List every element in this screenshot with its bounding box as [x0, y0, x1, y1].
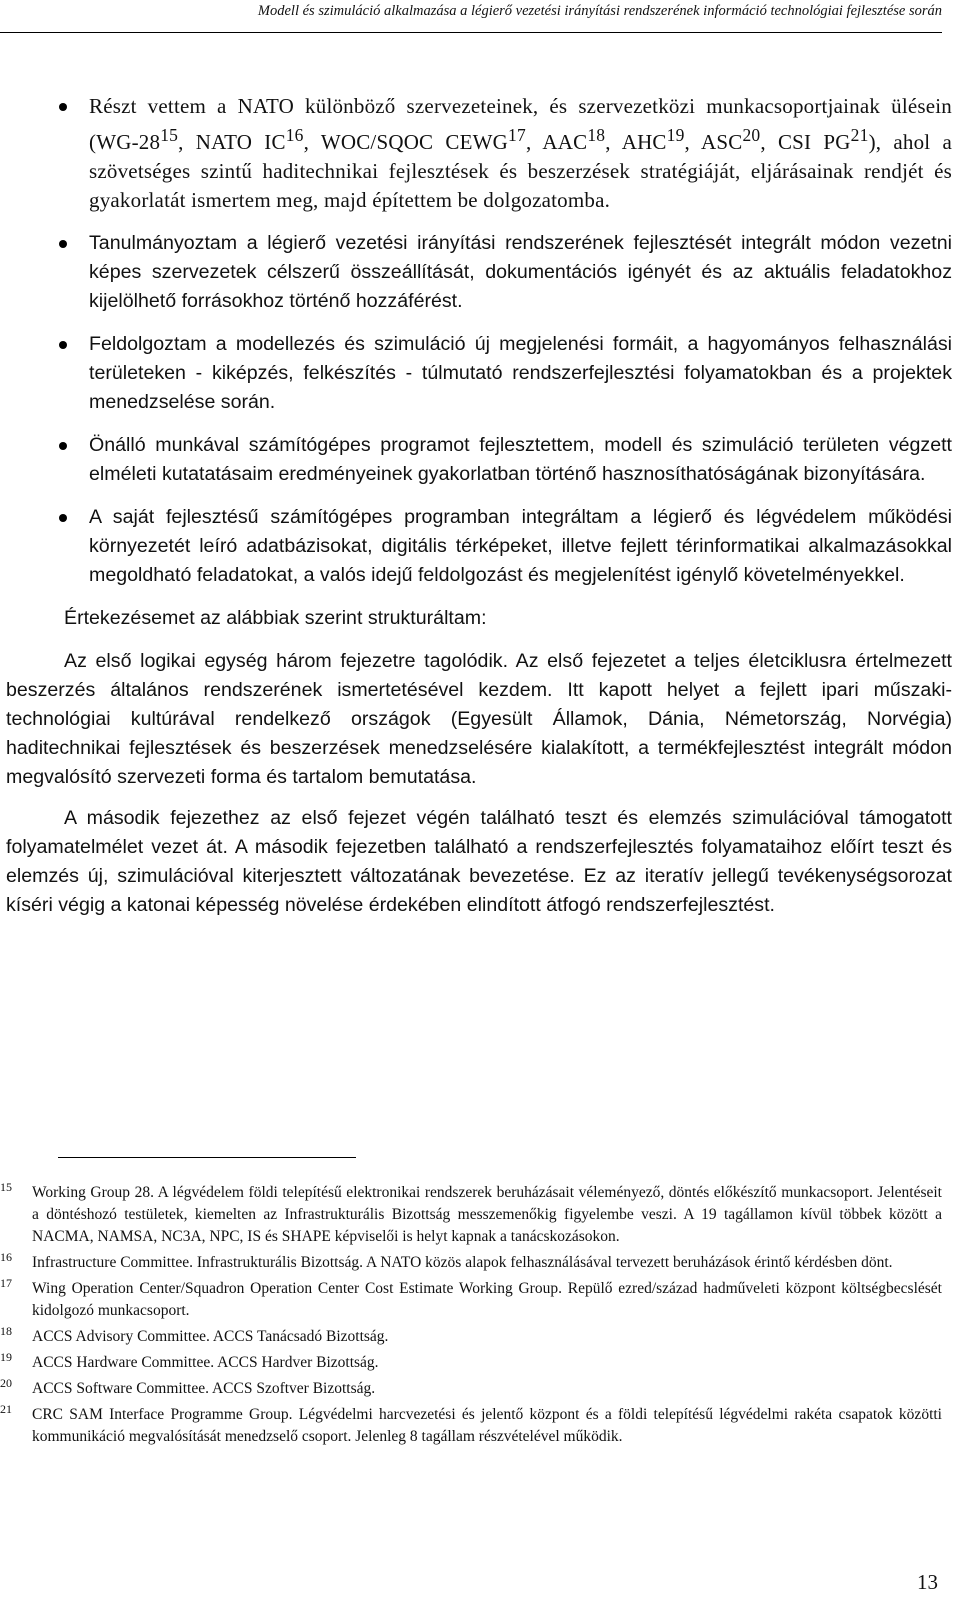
bullet-text: , NATO IC — [178, 130, 286, 154]
footnote-number: 19 — [0, 1350, 12, 1364]
footnote-ref[interactable]: 21 — [850, 125, 869, 145]
list-item — [6, 229, 952, 316]
bullet-icon — [59, 514, 67, 522]
footnote — [0, 1252, 942, 1274]
list-item — [6, 330, 952, 417]
bullet-icon — [59, 240, 67, 248]
bullet-text: A saját fejlesztésű számítógépes programban integráltam a légierő és légvédelem működési környezetét leíró adatbázisokat, digitális térképeket, illetve fejlett térinformatikai alkalmazásokkal megoldható feladatokat, a valós idejű feldolgozást és megjelenítést igénylő követelményekkel. — [89, 506, 952, 586]
page-number: 13 — [917, 1570, 938, 1594]
footnote — [0, 1182, 942, 1248]
running-title: Modell és szimuláció alkalmazása a légierő vezetési irányítási rendszerének információ technológiai fejlesztése során — [257, 3, 942, 19]
footnote-ref[interactable]: 16 — [285, 125, 304, 145]
footnote-ref[interactable]: 19 — [666, 125, 685, 145]
bullet-text: Tanulmányoztam a légierő vezetési irányítási rendszerének fejlesztését integrált módon vezetni képes szervezetek célszerű összeállítását, dokumentációs igényét és az aktuális feladatokhoz kijelölhető forrásokhoz történő hozzáférést. — [89, 232, 952, 312]
footnote-ref[interactable]: 18 — [587, 125, 606, 145]
footnote-text: Wing Operation Center/Squadron Operation Center Cost Estimate Working Group. Repülő ezred/század hadműveleti központ költségbecslését kidolgozó munkacsoport. — [32, 1280, 942, 1319]
footnote-number: 20 — [0, 1376, 12, 1390]
footnote — [0, 1352, 942, 1374]
footnote-number: 17 — [0, 1276, 12, 1290]
footnote — [0, 1378, 942, 1400]
footnote — [0, 1326, 942, 1348]
footnotes — [0, 1182, 942, 1452]
body-paragraph: A második fejezethez az első fejezet végén található teszt és elemzés szimulációval támogatott folyamatelmélet vezet át. A második fejezetben található a rendszerfejlesztés folyamataihoz előírt teszt és elemzés új, szimulációval kiterjesztett változatának bevezetése. Ez az iteratív jellegű tevékenységsorozat kíséri végig a katonai képesség növelése érdekében elindított átfogó rendszerfejlesztést. — [6, 807, 952, 916]
bullet-text: Részt vettem a NATO különböző szervezeteinek, és szervezetközi munkacsoportjainak ülésein (WG-28 — [89, 94, 952, 154]
footnote — [0, 1278, 942, 1322]
footnote-number: 15 — [0, 1180, 12, 1194]
contribution-list — [6, 92, 952, 590]
footnote-number: 21 — [0, 1402, 12, 1416]
bullet-text: , AHC — [605, 130, 667, 154]
footnote-text: ACCS Hardware Committee. ACCS Hardver Bizottság. — [32, 1354, 379, 1371]
bullet-text: Feldolgoztam a modellezés és szimuláció új megjelenési formáit, a hagyományos felhasználási területeken - kiképzés, felkészítés - túlmutató rendszerfejlesztési folyamatokban és a projektek menedzselése során. — [89, 333, 952, 413]
footnote-ref[interactable]: 17 — [508, 125, 526, 145]
bullet-text: , CSI PG — [760, 130, 851, 154]
bullet-text: , ASC — [684, 130, 743, 154]
list-item — [6, 503, 952, 590]
bullet-text: Önálló munkával számítógépes programot fejlesztettem, modell és szimuláció területen végzett elméleti kutatatásaim eredményeinek gyakorlatban történő hasznosíthatóságának bizonyítására. — [89, 434, 952, 485]
footnote-text: Working Group 28. A légvédelem földi telepítésű elektronikai rendszerek beruházásait véleményező, döntés előkészítő munkacsoport. Jelentéseit a döntéshozó testületek, kiemelten az Infrastrukturális Bizottság messzemenőkig figyelembe veszi. A 19 tagállamon kívül többek között a NACMA, NAMSA, NC3A, NPC, IS és SHAPE képviselői is helyt kapnak a tanácskozásokon. — [32, 1184, 942, 1245]
footnote-text: ACCS Software Committee. ACCS Szoftver Bizottság. — [32, 1380, 376, 1397]
bullet-text: ), ahol a szövetséges szintű haditechnikai fejlesztések és beszerzések stratégiáját, eljárásainak rendjét és gyakorlatát ismertem meg, majd építettem be dolgozatomba. — [89, 130, 952, 212]
footnote-text: CRC SAM Interface Programme Group. Légvédelmi harcvezetési és jelentő központ és a földi telepítésű légvédelmi rakéta csapatok közötti kommunikáció megvalósítását menedzselő csoport. Jelenleg 8 tagállam részvételével működik. — [32, 1406, 942, 1445]
bullet-icon — [59, 442, 67, 450]
footnote-text: Infrastructure Committee. Infrastrukturális Bizottság. A NATO közös alapok felhasználásával tervezett beruházások érintő kérdésben dönt. — [32, 1254, 893, 1271]
bullet-icon — [59, 341, 67, 349]
footnote-text: ACCS Advisory Committee. ACCS Tanácsadó Bizottság. — [32, 1328, 389, 1345]
bullet-text: , AAC — [525, 130, 588, 154]
page-body — [6, 92, 952, 932]
footnote-number: 16 — [0, 1250, 12, 1264]
list-item — [6, 92, 952, 215]
footnote — [0, 1404, 942, 1448]
running-header — [0, 0, 942, 33]
list-item — [6, 431, 952, 489]
structure-heading: Értekezésemet az alábbiak szerint strukturáltam: — [64, 607, 487, 629]
footnote-ref[interactable]: 15 — [160, 125, 179, 145]
footnote-number: 18 — [0, 1324, 12, 1338]
footnote-ref[interactable]: 20 — [742, 125, 761, 145]
bullet-icon — [59, 103, 67, 111]
body-paragraph: Az első logikai egység három fejezetre tagolódik. Az első fejezetet a teljes életciklusra értelmezett beszerzés általános rendszerének ismertetésével kezdem. Itt kapott helyet a fejlett ipari műszaki-technológiai kultúrával rendelkező országok (Egyesült Államok, Dánia, Németország, Norvégia) haditechnikai fejlesztések és beszerzések menedzselésére kialakított, a termékfejlesztést integrált módon megvalósító szervezeti forma és tartalom bemutatása. — [6, 650, 952, 788]
bullet-text: , WOC/SQOC CEWG — [303, 130, 509, 154]
footnote-separator — [58, 1157, 356, 1158]
